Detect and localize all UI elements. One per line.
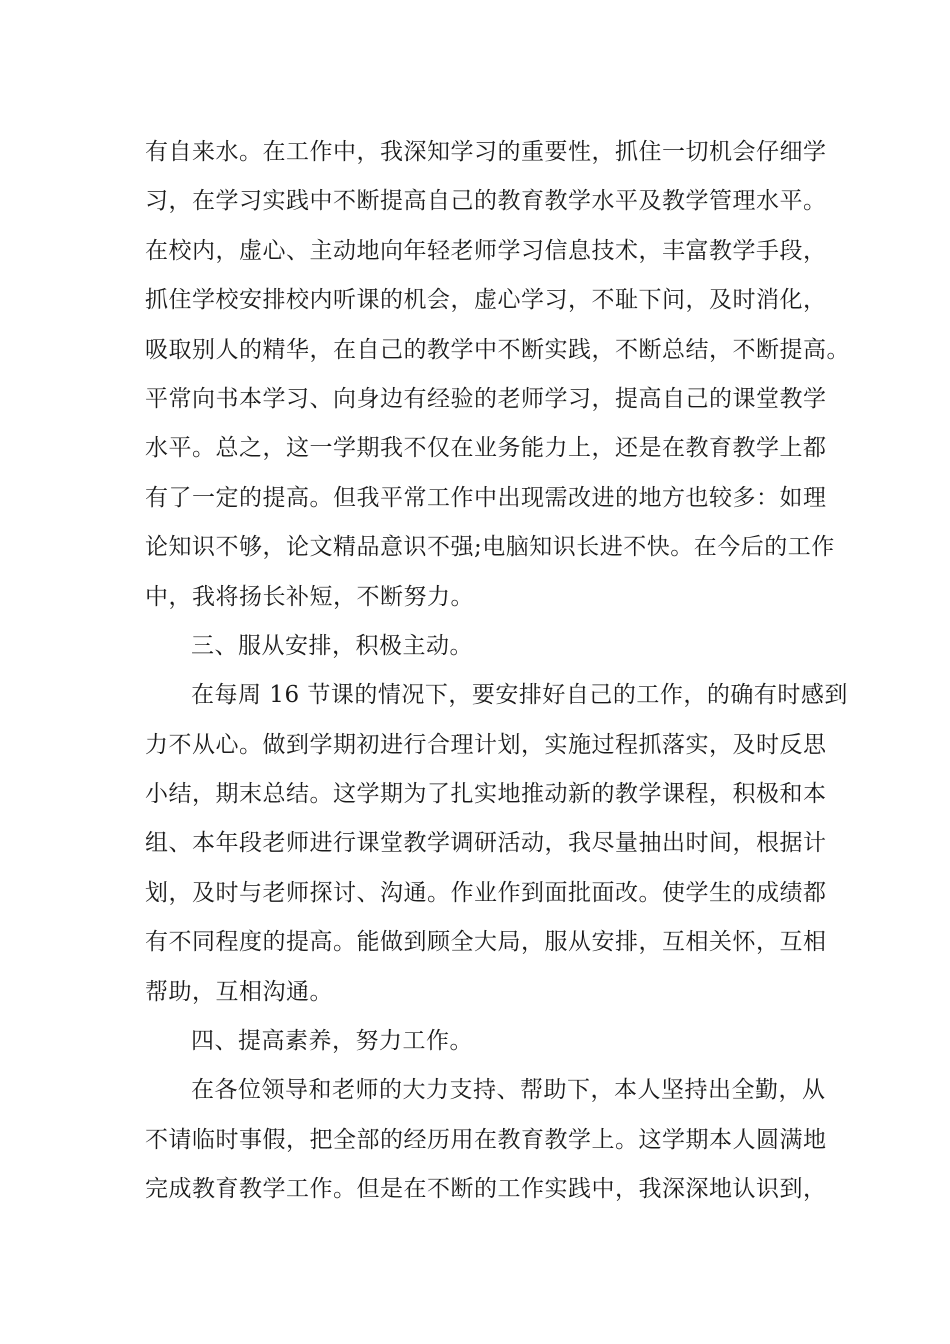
text-line: 在各位领导和老师的大力支持、帮助下，本人坚持出全勤，从 bbox=[191, 1077, 826, 1104]
text-line: 水平。总之，这一学期我不仅在业务能力上，还是在教育教学上都 bbox=[145, 435, 827, 462]
text-line: 在每周 16 节课的情况下，要安排好自己的工作，的确有时感到 bbox=[191, 682, 848, 709]
text-line: 在校内，虚心、主动地向年轻老师学习信息技术，丰富教学手段， bbox=[145, 237, 827, 264]
text-line: 完成教育教学工作。但是在不断的工作实践中，我深深地认识到， bbox=[145, 1176, 827, 1203]
text-line: 习，在学习实践中不断提高自己的教育教学水平及教学管理水平。 bbox=[145, 188, 827, 215]
text-line: 不请临时事假，把全部的经历用在教育教学上。这学期本人圆满地 bbox=[145, 1126, 827, 1153]
text-line: 有不同程度的提高。能做到顾全大局，服从安排，互相关怀，互相 bbox=[145, 929, 827, 956]
text-line: 划，及时与老师探讨、沟通。作业作到面批面改。使学生的成绩都 bbox=[145, 879, 827, 906]
document-body bbox=[145, 128, 850, 1215]
text-line: 有自来水。在工作中，我深知学习的重要性，抓住一切机会仔细学 bbox=[145, 139, 827, 165]
text-line: 帮助，互相沟通。 bbox=[145, 978, 333, 1005]
text-line: 吸取别人的精华，在自己的教学中不断实践，不断总结，不断提高。 bbox=[145, 336, 850, 363]
text-line: 小结，期末总结。这学期为了扎实地推动新的教学课程，积极和本 bbox=[145, 781, 827, 808]
text-line: 力不从心。做到学期初进行合理计划，实施过程抓落实，及时反思 bbox=[145, 731, 827, 758]
text-line: 抓住学校安排校内听课的机会，虚心学习，不耻下问，及时消化， bbox=[145, 287, 827, 314]
text-line: 组、本年段老师进行课堂教学调研活动，我尽量抽出时间，根据计 bbox=[145, 830, 827, 857]
section-heading: 三、服从安排，积极主动。 bbox=[191, 632, 473, 659]
text-line: 平常向书本学习、向身边有经验的老师学习，提高自己的课堂教学 bbox=[145, 385, 827, 412]
section-heading: 四、提高素养，努力工作。 bbox=[191, 1028, 473, 1055]
text-line: 中，我将扬长补短，不断努力。 bbox=[145, 583, 474, 610]
text-line: 有了一定的提高。但我平常工作中出现需改进的地方也较多：如理 bbox=[145, 484, 827, 511]
text-line: 论知识不够，论文精品意识不强;电脑知识长进不快。在今后的工作 bbox=[145, 534, 835, 561]
